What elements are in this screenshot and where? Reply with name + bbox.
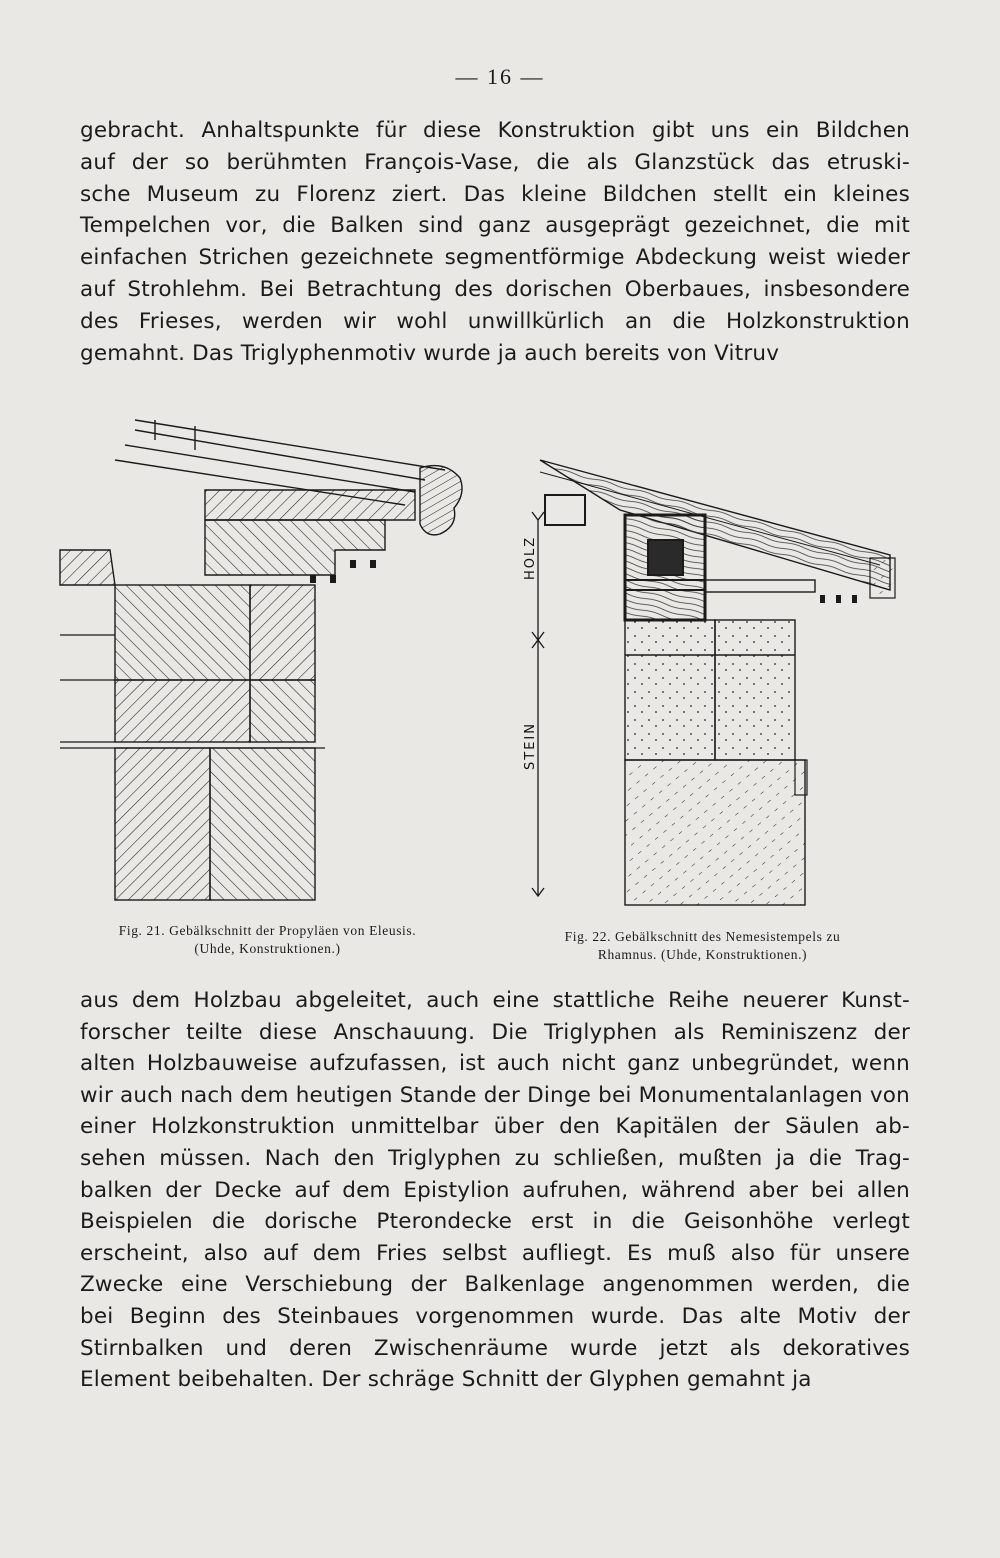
- text-line: erscheint, also auf dem Fries selbst aufliegt. Es muß also für unsere: [80, 1240, 910, 1266]
- figure-21-caption: [70, 922, 465, 958]
- caption-line: Rhamnus. (Uhde, Konstruktionen.): [597, 947, 808, 962]
- text-line: balken der Decke auf dem Epistylion aufruhen, während aber bei allen: [80, 1177, 910, 1203]
- label-stein: STEIN: [523, 722, 538, 770]
- text-line: des Frieses, werden wir wohl unwillkürlich an die Holzkonstruktion: [80, 308, 910, 334]
- paragraph-top: [80, 115, 910, 369]
- figure-22-caption: [520, 928, 885, 964]
- text-line: Beispielen die dorische Pterondecke erst in die Geisonhöhe verlegt: [80, 1209, 910, 1235]
- text-line: wir auch nach dem heutigen Stande der Dinge bei Monumentalanlagen von: [80, 1082, 910, 1108]
- text-line: bei Beginn des Steinbaues vorgenommen wurde. Das alte Motiv der: [80, 1303, 910, 1329]
- text-line: Stirnbalken und deren Zwischenräume wurde jetzt als dekoratives: [80, 1335, 910, 1361]
- text-line: auf der so berühmten François-Vase, die als Glanzstück das etruski-: [80, 149, 910, 175]
- text-line: Zwecke eine Verschiebung der Balkenlage angenommen werden, die: [80, 1272, 910, 1298]
- text-line: Tempelchen vor, die Balken sind ganz ausgeprägt gezeichnet, die mit: [80, 213, 910, 239]
- text-line: gebracht. Anhaltspunkte für diese Konstruktion gibt uns ein Bildchen: [80, 118, 910, 143]
- text-line: sche Museum zu Florenz ziert. Das kleine Bildchen stellt ein kleines: [80, 181, 910, 207]
- text-line: einer Holzkonstruktion unmittelbar über den Kapitälen der Säulen ab-: [80, 1114, 910, 1140]
- caption-line: Fig. 22. Gebälkschnitt des Nemesistempels zu: [564, 929, 841, 944]
- text-line: Element beibehalten. Der schräge Schnitt der Glyphen gemahnt ja: [80, 1367, 812, 1393]
- figure-22-entablature-drawing: [520, 450, 920, 920]
- caption-line: (Uhde, Konstruktionen.): [194, 941, 341, 956]
- text-line: einfachen Strichen gezeichnete segmentförmige Abdeckung weist wieder: [80, 245, 910, 271]
- text-line: sehen müssen. Nach den Triglyphen zu schließen, mußten ja die Trag-: [80, 1145, 910, 1171]
- label-holz: HOLZ: [523, 535, 538, 580]
- page-number: — 16 —: [455, 64, 545, 89]
- text-line: gemahnt. Das Triglyphenmotiv wurde ja auch bereits von Vitruv: [80, 340, 780, 366]
- text-line: auf Strohlehm. Bei Betrachtung des dorischen Oberbaues, insbesondere: [80, 276, 910, 302]
- text-line: forscher teilte diese Anschauung. Die Triglyphen als Reminiszenz der: [80, 1019, 910, 1045]
- figure-21-entablature-drawing: [55, 400, 475, 910]
- caption-line: Fig. 21. Gebälkschnitt der Propyläen von Eleusis.: [118, 923, 417, 938]
- text-line: aus dem Holzbau abgeleitet, auch eine stattliche Reihe neuerer Kunst-: [80, 988, 910, 1013]
- paragraph-bottom: [80, 985, 910, 1396]
- text-line: alten Holzbauweise aufzufassen, ist auch nicht ganz unbegründet, wenn: [80, 1051, 910, 1077]
